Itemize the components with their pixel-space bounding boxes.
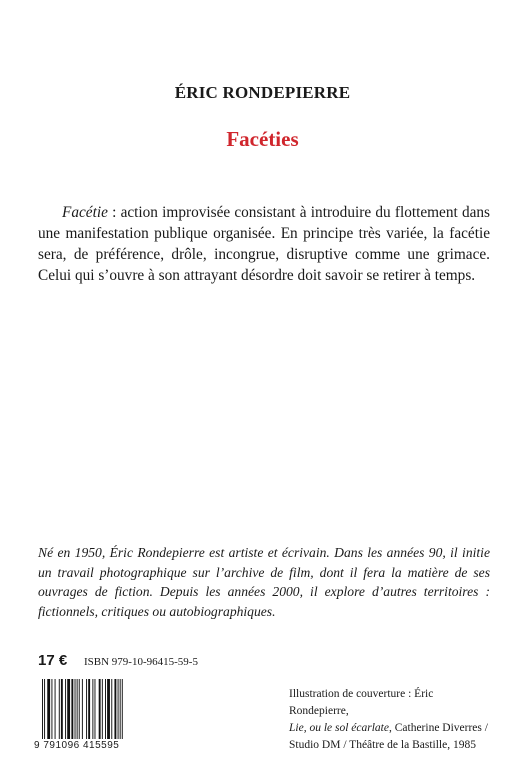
author-bio: Né en 1950, Éric Rondepierre est artiste et écrivain. Dans les années 90, il initie un travail photographique sur l’archive de film, dont il fera la matière de ses ouvrages de fiction. Depuis les années 2000, il explore d’autres territoires : fictionnels, critiques ou autobiographiques. <box>38 545 490 619</box>
credits-line-2-rest: , Catherine Diverres / <box>388 722 488 734</box>
blurb-term: Facétie <box>62 204 108 221</box>
barcode-bars <box>38 679 152 739</box>
credits-line-1: Illustration de couverture : Éric Rondepierre, <box>289 688 434 717</box>
back-cover-blurb <box>38 202 490 286</box>
blurb-definition: : action improvisée consistant à introduire du flottement dans une manifestation publique organisée. En principe très variée, la facétie sera, de préférence, drôle, incongrue, disruptive comme une grimace. Celui qui s’ouvre à son attrayant désordre doit savoir se retirer à temps. <box>38 204 490 284</box>
price: 17 € <box>38 652 68 669</box>
cover-credits <box>289 686 489 754</box>
barcode-digits: 9 791096 415595 <box>34 740 120 751</box>
credits-line-2 <box>289 720 489 737</box>
isbn: ISBN 979-10-96415-59-5 <box>84 656 198 668</box>
blurb-paragraph <box>38 202 490 286</box>
credits-work-title: Lie, ou le sol écarlate <box>289 722 389 734</box>
author-name: ÉRIC RONDEPIERRE <box>174 83 351 102</box>
credits-line-3: Studio DM / Théâtre de la Bastille, 1985 <box>289 739 476 751</box>
book-title: Facéties <box>226 127 299 151</box>
